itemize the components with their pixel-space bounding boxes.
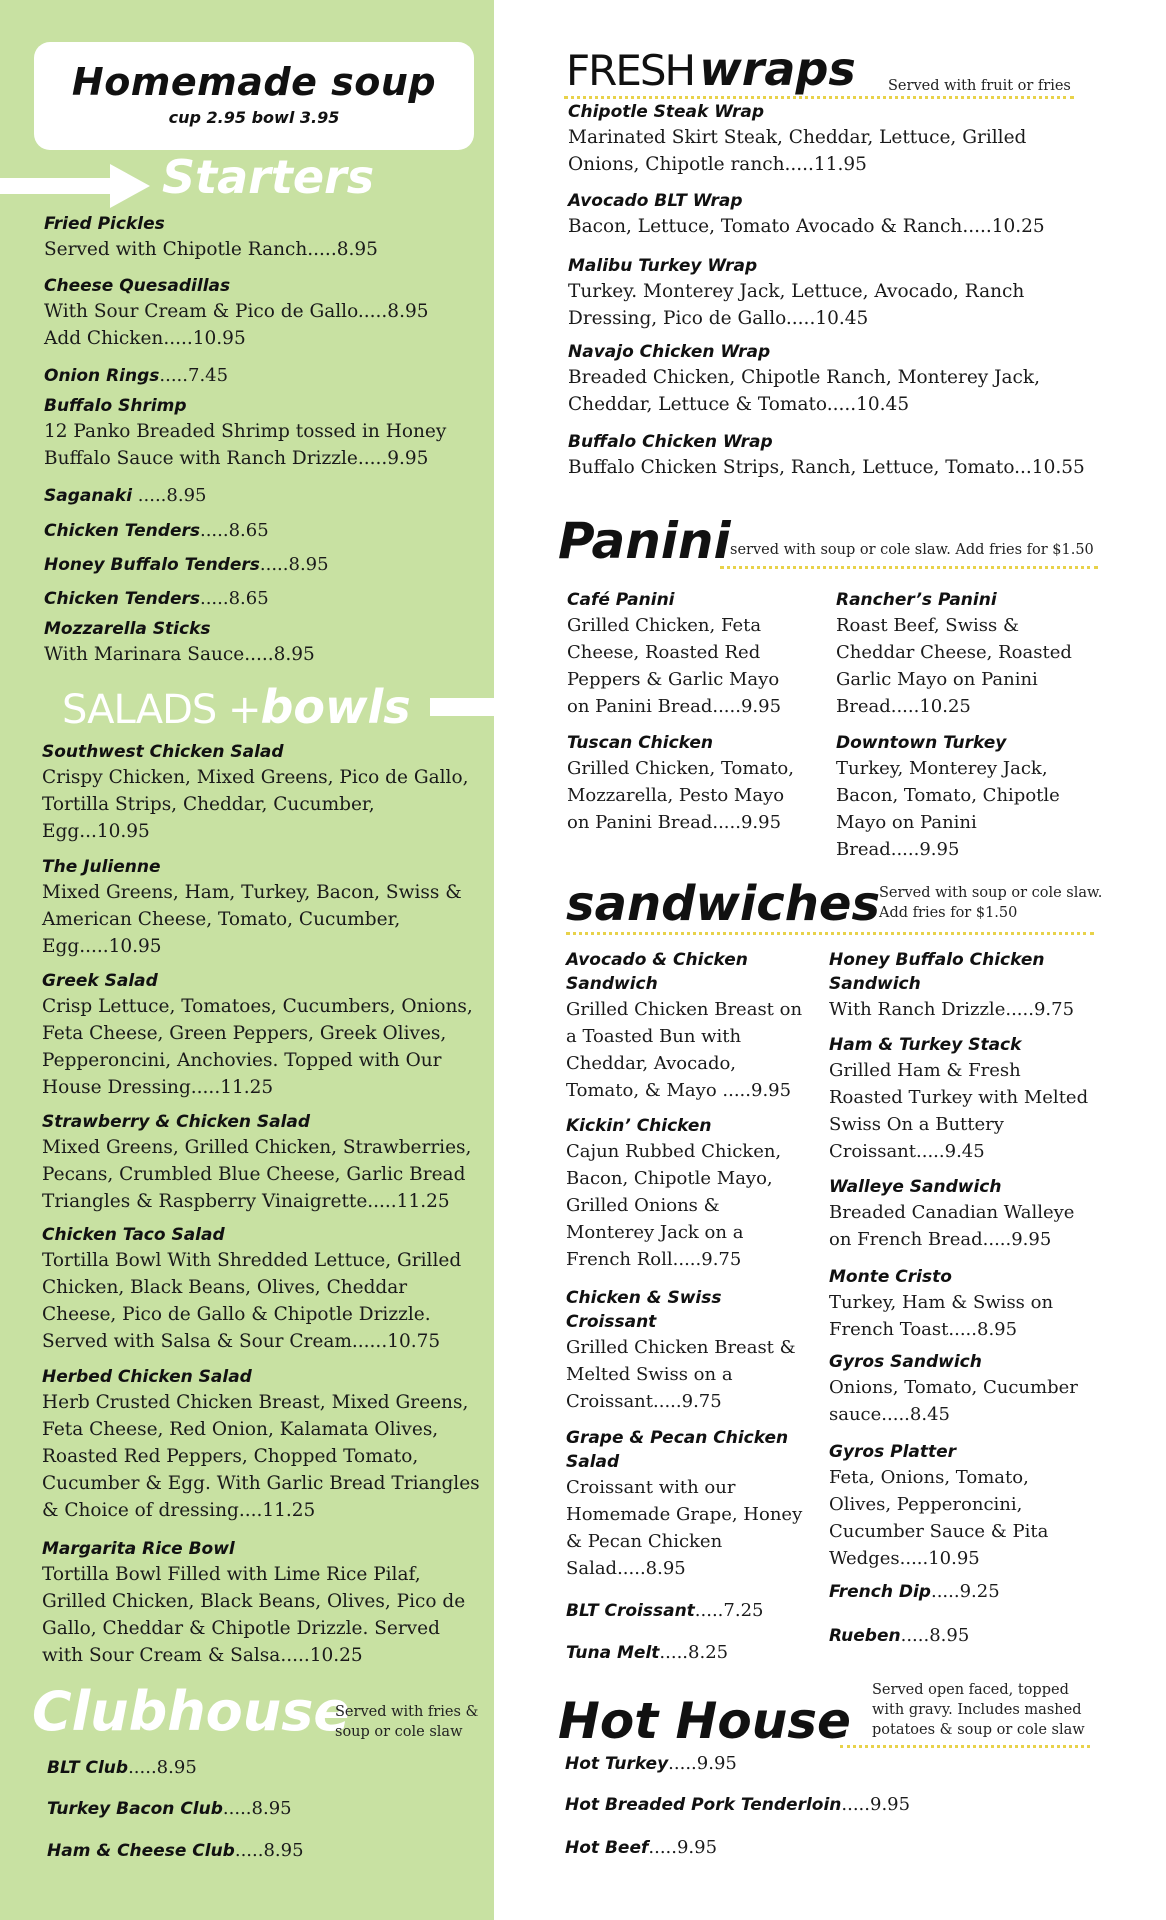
item-name: Avocado & Chicken Sandwich	[566, 950, 748, 994]
list-item	[829, 948, 1089, 1023]
hothouse-divider	[840, 1745, 1090, 1748]
item-price: .....9.95	[648, 1837, 718, 1858]
item-name: Hot Turkey	[565, 1754, 669, 1774]
item-name: Ham & Cheese Club	[47, 1841, 235, 1861]
soup-title: Homemade soup	[71, 60, 437, 104]
item-price: .....8.65	[199, 520, 269, 541]
item-name: Grape & Pecan Chicken Salad	[566, 1428, 789, 1472]
item-desc: Tortilla Bowl With Shredded Lettuce, Grilled Chicken, Black Beans, Olives, Cheddar Cheese, Pico de Gallo & Chipotle Drizzle. Served with Salsa & Sour Cream......10.75	[42, 1250, 462, 1352]
item-desc: Turkey. Monterey Jack, Lettuce, Avocado, Ranch Dressing, Pico de Gallo.....10.45	[568, 281, 1025, 329]
list-item	[47, 1756, 487, 1780]
arrow-icon	[0, 160, 155, 212]
list-item	[42, 740, 482, 845]
list-item	[568, 340, 1078, 418]
item-price: .....8.25	[659, 1642, 729, 1663]
list-item	[829, 1350, 1089, 1428]
item-name: Hot Beef	[565, 1838, 649, 1858]
list-item	[47, 1797, 487, 1821]
list-item	[44, 484, 484, 508]
panini-note: served with soup or cole slaw. Add fries for $1.50	[730, 542, 1094, 558]
item-desc: With Marinara Sauce.....8.95	[44, 644, 315, 665]
item-name: Navajo Chicken Wrap	[568, 342, 771, 362]
sandwiches-title: sandwiches	[566, 876, 881, 932]
list-item	[565, 1752, 1005, 1776]
item-name: Malibu Turkey Wrap	[568, 256, 758, 276]
wraps-divider	[564, 96, 1074, 99]
item-desc: Mixed Greens, Ham, Turkey, Bacon, Swiss & American Cheese, Tomato, Cucumber, Egg.....10.95	[42, 882, 462, 957]
item-name: Onion Rings	[44, 366, 160, 386]
list-item	[836, 588, 1076, 720]
item-desc: Croissant with our Homemade Grape, Honey & Pecan Chicken Salad.....8.95	[566, 1477, 803, 1579]
item-name: Buffalo Chicken Wrap	[568, 432, 773, 452]
clubhouse-title: Clubhouse	[32, 1680, 350, 1743]
list-item	[42, 1110, 482, 1215]
wraps-note: Served with fruit or fries	[888, 78, 1071, 94]
item-name: Strawberry & Chicken Salad	[42, 1112, 311, 1132]
item-name: Ham & Turkey Stack	[829, 1035, 1022, 1055]
item-name: Margarita Rice Bowl	[42, 1539, 235, 1559]
hothouse-note: Served open faced, topped with gravy. Includes mashed potatoes & soup or cole slaw	[872, 1682, 1085, 1738]
salads-title-bold: bowls	[260, 680, 411, 734]
salads-header	[62, 680, 411, 734]
soup-box	[34, 42, 474, 150]
list-item	[566, 1641, 806, 1665]
list-item	[568, 100, 1078, 178]
item-name: Tuscan Chicken	[567, 733, 714, 753]
item-name: Gyros Sandwich	[829, 1352, 982, 1372]
wraps-title-bold: wraps	[699, 42, 856, 96]
sandwiches-note: Served with soup or cole slaw. Add fries for $1.50	[879, 885, 1103, 921]
item-desc: Grilled Chicken Breast on a Toasted Bun with Cheddar, Avocado, Tomato, & Mayo .....9.95	[566, 999, 803, 1101]
item-name: Chicken Tenders	[44, 589, 200, 609]
list-item	[568, 189, 1078, 240]
item-desc: 12 Panko Breaded Shrimp tossed in Honey Buffalo Sauce with Ranch Drizzle.....9.95	[44, 421, 447, 469]
item-name: Chipotle Steak Wrap	[568, 102, 765, 122]
list-item	[829, 1624, 1089, 1648]
item-desc: Crispy Chicken, Mixed Greens, Pico de Gallo, Tortilla Strips, Cheddar, Cucumber, Egg...10.95	[42, 767, 469, 842]
item-desc: Tortilla Bowl Filled with Lime Rice Pilaf, Grilled Chicken, Black Beans, Olives, Pico de Gallo, Cheddar & Chipotle Drizzle. Served with Sour Cream & Salsa.....10.25	[42, 1564, 466, 1666]
item-name: Fried Pickles	[44, 214, 165, 234]
item-desc: With Sour Cream & Pico de Gallo.....8.95	[44, 301, 429, 322]
list-item	[829, 1440, 1089, 1572]
list-item	[44, 274, 484, 352]
list-item	[836, 731, 1076, 863]
item-price: .....8.95	[259, 554, 329, 575]
item-name: Herbed Chicken Salad	[42, 1367, 252, 1387]
list-item	[566, 1114, 806, 1273]
item-name: Kickin’ Chicken	[566, 1116, 712, 1136]
list-item	[44, 553, 484, 577]
item-price: .....7.45	[159, 365, 229, 386]
list-item	[565, 1793, 1085, 1817]
panini-divider	[720, 566, 1098, 569]
item-desc: Breaded Chicken, Chipotle Ranch, Monterey Jack, Cheddar, Lettuce & Tomato.....10.45	[568, 367, 1040, 415]
item-desc: Buffalo Chicken Strips, Ranch, Lettuce, Tomato...10.55	[568, 457, 1085, 478]
starters-title: Starters	[162, 150, 375, 204]
list-item	[567, 588, 807, 720]
list-item	[44, 364, 484, 388]
list-item	[42, 1365, 482, 1524]
list-item	[44, 394, 484, 472]
list-item	[44, 212, 484, 263]
list-item	[829, 1580, 1089, 1604]
list-item	[42, 1223, 482, 1355]
list-item	[44, 519, 484, 543]
sandwiches-divider	[566, 932, 1094, 935]
salads-title-thin: SALADS +	[62, 687, 261, 733]
item-name: Cheese Quesadillas	[44, 276, 231, 296]
list-item	[567, 731, 807, 836]
item-price: .....8.95	[222, 1798, 292, 1819]
item-name: Avocado BLT Wrap	[568, 191, 743, 211]
item-name: Buffalo Shrimp	[44, 396, 187, 416]
item-desc: Roast Beef, Swiss & Cheddar Cheese, Roasted Garlic Mayo on Panini Bread.....10.25	[836, 615, 1072, 717]
list-item	[44, 587, 484, 611]
item-name: Hot Breaded Pork Tenderloin	[565, 1795, 842, 1815]
item-desc: Feta, Onions, Tomato, Olives, Pepperoncini, Cucumber Sauce & Pita Wedges.....10.95	[829, 1467, 1049, 1569]
list-item	[829, 1175, 1089, 1253]
item-desc: Onions, Tomato, Cucumber sauce.....8.45	[829, 1377, 1078, 1425]
clubhouse-note: Served with fries & soup or cole slaw	[335, 1704, 479, 1740]
item-name: French Dip	[829, 1582, 931, 1602]
item-desc: Crisp Lettuce, Tomatoes, Cucumbers, Onions, Feta Cheese, Green Peppers, Greek Olives, Pepperoncini, Anchovies. Topped with Our House Dressing.....11.25	[42, 996, 473, 1098]
item-desc: Grilled Ham & Fresh Roasted Turkey with Melted Swiss On a Buttery Croissant.....9.45	[829, 1060, 1089, 1162]
list-item	[42, 855, 482, 960]
item-name: Rancher’s Panini	[836, 590, 997, 610]
item-desc: Bacon, Lettuce, Tomato Avocado & Ranch.....10.25	[568, 216, 1045, 237]
item-price: .....8.95	[128, 1757, 197, 1778]
item-name: Turkey Bacon Club	[47, 1799, 223, 1819]
item-price: .....9.25	[930, 1581, 1000, 1602]
item-desc: Turkey, Monterey Jack, Bacon, Tomato, Chipotle Mayo on Panini Bread.....9.95	[836, 758, 1060, 860]
item-name: Mozzarella Sticks	[44, 619, 211, 639]
item-price: .....8.95	[132, 485, 207, 506]
item-price: .....8.95	[234, 1840, 304, 1861]
list-item	[829, 1033, 1089, 1165]
wraps-title-thin: FRESH	[566, 46, 695, 95]
soup-prices: cup 2.95 bowl 3.95	[168, 108, 340, 127]
item-desc: With Ranch Drizzle.....9.75	[829, 999, 1075, 1020]
item-desc: Turkey, Ham & Swiss on French Toast.....8.95	[829, 1292, 1054, 1340]
wraps-header	[566, 42, 856, 96]
list-item	[47, 1839, 487, 1863]
item-name: Tuna Melt	[566, 1643, 660, 1663]
panini-title: Panini	[558, 512, 731, 570]
item-name: Southwest Chicken Salad	[42, 742, 284, 762]
item-desc: Mixed Greens, Grilled Chicken, Strawberries, Pecans, Crumbled Blue Cheese, Garlic Bread Triangles & Raspberry Vinaigrette.....11.25	[42, 1137, 472, 1212]
item-price: .....7.25	[694, 1600, 764, 1621]
item-name: Chicken & Swiss Croissant	[566, 1288, 722, 1332]
list-item	[44, 617, 484, 668]
item-price: .....8.65	[199, 588, 269, 609]
item-name: Walleye Sandwich	[829, 1177, 1002, 1197]
item-name: Chicken Tenders	[44, 521, 200, 541]
item-name: Honey Buffalo Chicken Sandwich	[829, 950, 1045, 994]
item-price: .....8.95	[900, 1625, 970, 1646]
item-price: .....9.95	[668, 1753, 737, 1774]
item-name: Chicken Taco Salad	[42, 1225, 225, 1245]
item-desc: Breaded Canadian Walleye on French Bread.....9.95	[829, 1202, 1075, 1250]
salads-divider-bar	[430, 698, 494, 716]
hothouse-title: Hot House	[558, 1692, 851, 1750]
item-name: Honey Buffalo Tenders	[44, 555, 260, 575]
item-name: Café Panini	[567, 590, 675, 610]
item-name: Downtown Turkey	[836, 733, 1007, 753]
item-name: Monte Cristo	[829, 1267, 952, 1287]
item-desc: Grilled Chicken Breast & Melted Swiss on a Croissant.....9.75	[566, 1337, 796, 1412]
item-name: The Julienne	[42, 857, 161, 877]
item-name: Saganaki	[44, 486, 133, 506]
item-price: .....9.95	[841, 1794, 911, 1815]
list-item	[568, 254, 1078, 332]
list-item	[42, 969, 482, 1101]
list-item	[566, 1426, 806, 1582]
list-item	[829, 1265, 1089, 1343]
item-name: Rueben	[829, 1626, 901, 1646]
item-name: BLT Croissant	[566, 1601, 695, 1621]
list-item	[566, 948, 806, 1104]
list-item	[566, 1286, 806, 1415]
item-desc: Marinated Skirt Steak, Cheddar, Lettuce, Grilled Onions, Chipotle ranch.....11.95	[568, 127, 1027, 175]
item-desc: Cajun Rubbed Chicken, Bacon, Chipotle Mayo, Grilled Onions & Monterey Jack on a French Roll.....9.75	[566, 1141, 782, 1270]
list-item	[566, 1599, 806, 1623]
list-item	[568, 430, 1108, 481]
item-name: Gyros Platter	[829, 1442, 957, 1462]
item-name: Greek Salad	[42, 971, 158, 991]
item-desc: Served with Chipotle Ranch.....8.95	[44, 239, 378, 260]
item-desc: Herb Crusted Chicken Breast, Mixed Greens, Feta Cheese, Red Onion, Kalamata Olives, Roasted Red Peppers, Chopped Tomato, Cucumber & Egg. With Garlic Bread Triangles & Choice of dressing....11.25	[42, 1392, 480, 1521]
list-item	[42, 1537, 482, 1669]
item-name: BLT Club	[47, 1758, 129, 1778]
item-desc: Grilled Chicken, Tomato, Mozzarella, Pesto Mayo on Panini Bread.....9.95	[567, 758, 794, 833]
item-extra: Add Chicken.....10.95	[44, 328, 246, 349]
item-desc: Grilled Chicken, Feta Cheese, Roasted Red Peppers & Garlic Mayo on Panini Bread.....9.95	[567, 615, 782, 717]
list-item	[565, 1836, 1005, 1860]
